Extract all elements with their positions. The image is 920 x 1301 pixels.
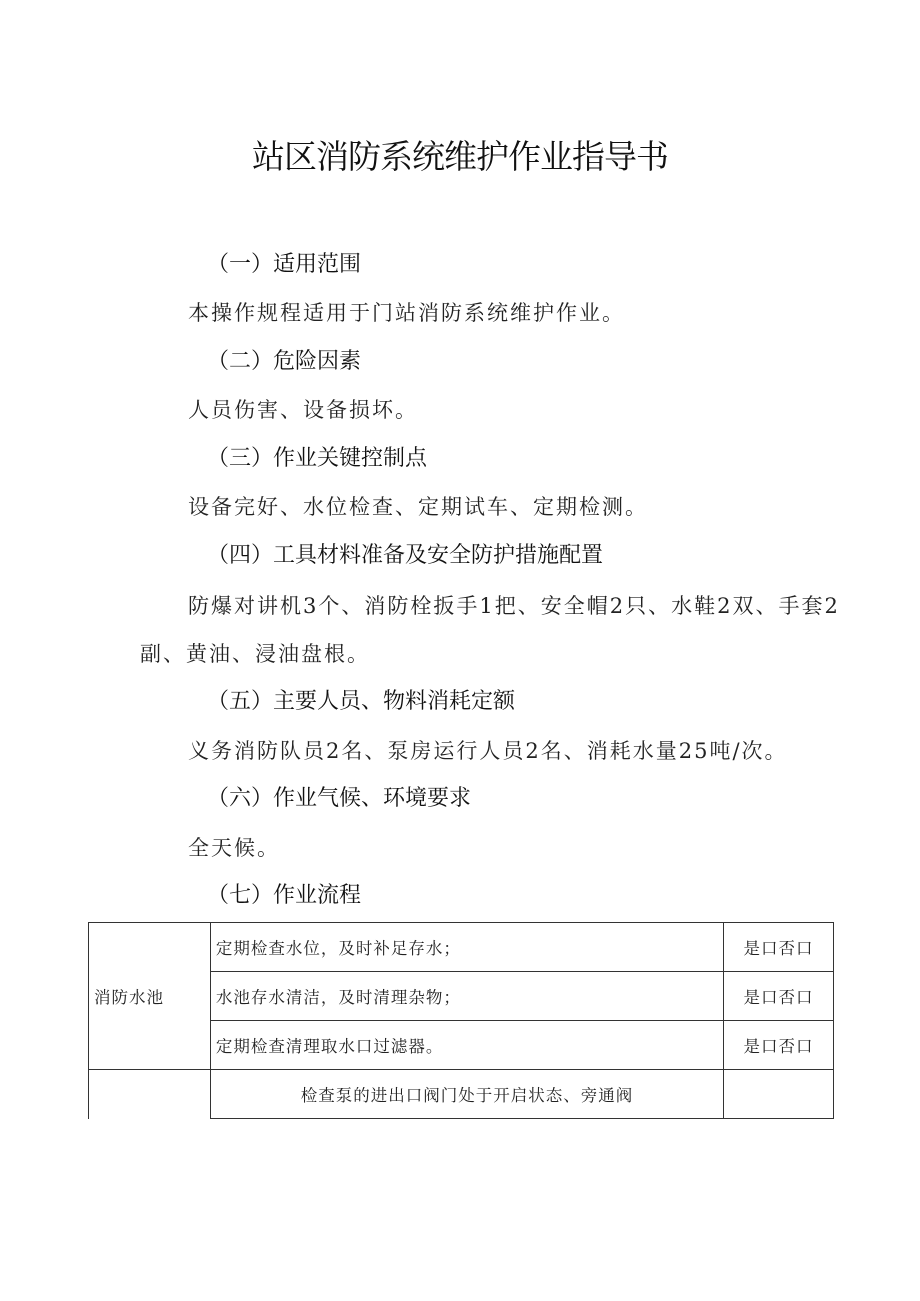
workflow-table [88, 922, 834, 1119]
section-heading-5: （五）主要人员、物料消耗定额 [207, 689, 516, 714]
section-heading-7: （七）作业流程 [207, 883, 362, 908]
section-body-2: 人员伤害、设备损坏。 [188, 398, 418, 422]
checkbox-yes-no[interactable]: 是口否口 [724, 1021, 834, 1070]
section-body-4: 防爆对讲机3个、消防栓扳手1把、安全帽2只、水鞋2双、手套2副、黄油、浸油盘根。 [140, 594, 840, 666]
table-item-cell: 定期检查水位，及时补足存水； [210, 923, 723, 972]
checkbox-yes-no[interactable]: 是口否口 [724, 972, 834, 1021]
table-item-cell: 定期检查清理取水口过滤器。 [210, 1021, 723, 1070]
table-row [89, 1070, 834, 1119]
page-title: 站区消防系统维护作业指导书 [252, 137, 668, 176]
section-heading-1: （一）适用范围 [207, 252, 362, 277]
section-heading-3: （三）作业关键控制点 [207, 446, 428, 471]
section-body-1: 本操作规程适用于门站消防系统维护作业。 [188, 301, 625, 325]
checkbox-yes-no[interactable] [724, 1070, 834, 1119]
table-item-cell: 水池存水清洁，及时清理杂物； [210, 972, 723, 1021]
section-heading-4: （四）工具材料准备及安全防护措施配置 [207, 543, 604, 568]
section-heading-6: （六）作业气候、环境要求 [207, 786, 472, 811]
category-cell: 消防水池 [89, 923, 211, 1070]
table-row [89, 923, 834, 972]
section-body-6: 全天候。 [188, 836, 280, 860]
checkbox-yes-no[interactable]: 是口否口 [724, 923, 834, 972]
section-body-3: 设备完好、水位检查、定期试车、定期检测。 [188, 495, 648, 519]
section-heading-2: （二）危险因素 [207, 349, 362, 374]
category-cell [89, 1070, 211, 1119]
table-item-cell: 检查泵的进出口阀门处于开启状态、旁通阀 [210, 1070, 723, 1119]
section-body-5: 义务消防队员2名、泵房运行人员2名、消耗水量25吨/次。 [188, 739, 788, 763]
